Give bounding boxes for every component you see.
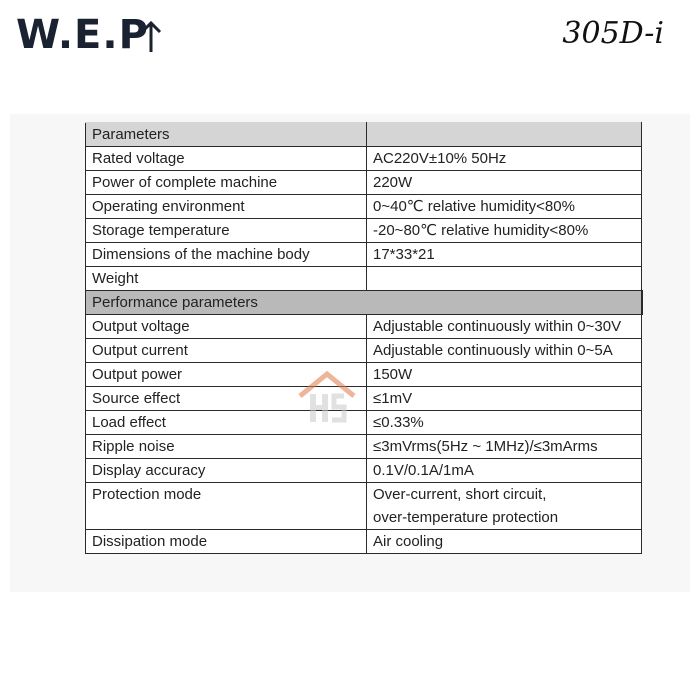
spec-table [85,122,643,554]
row-label: Dimensions of the machine body [86,243,367,267]
row-label: Operating environment [86,195,367,219]
row-label: Ripple noise [86,435,367,459]
brand-name: W.E.P [16,12,149,58]
row-value [367,483,642,530]
table-row [86,435,642,459]
row-value: ≤0.33% [367,411,642,435]
row-value: 17*33*21 [367,243,642,267]
table-row [86,267,642,291]
section-header-parameters: Parameters [86,123,367,147]
brand-logo [16,12,149,58]
table-row [86,530,642,554]
row-label: Source effect [86,387,367,411]
section-header-performance: Performance parameters [86,291,642,315]
table-row [86,483,642,530]
row-value: ≤3mVrms(5Hz ~ 1MHz)/≤3mArms [367,435,642,459]
table-row [86,411,642,435]
table-row [86,315,642,339]
row-value [367,267,642,291]
section-header-row [86,291,642,315]
row-value: 0~40℃ relative humidity<80% [367,195,642,219]
table-row [86,363,642,387]
row-value: Adjustable continuously within 0~30V [367,315,642,339]
row-value: AC220V±10% 50Hz [367,147,642,171]
row-label: Output voltage [86,315,367,339]
table-row [86,387,642,411]
row-label: Power of complete machine [86,171,367,195]
row-label: Display accuracy [86,459,367,483]
row-value: 0.1V/0.1A/1mA [367,459,642,483]
row-value: 220W [367,171,642,195]
table-row [86,195,642,219]
section-header-row [86,123,642,147]
row-value: Air cooling [367,530,642,554]
row-label: Load effect [86,411,367,435]
table-row [86,147,642,171]
house-watermark-icon [296,370,358,426]
table-row [86,243,642,267]
row-value-line: over-temperature protection [373,509,559,526]
row-value: -20~80℃ relative humidity<80% [367,219,642,243]
row-label: Output current [86,339,367,363]
antenna-icon [138,18,164,54]
row-label: Dissipation mode [86,530,367,554]
section-header-filler [367,123,642,147]
row-label: Protection mode [86,483,367,530]
row-value: 150W [367,363,642,387]
row-value: Adjustable continuously within 0~5A [367,339,642,363]
table-row [86,459,642,483]
row-label: Storage temperature [86,219,367,243]
model-number: 305D-i [562,16,664,51]
row-label: Weight [86,267,367,291]
table-row [86,171,642,195]
row-label: Output power [86,363,367,387]
row-label: Rated voltage [86,147,367,171]
table-row [86,219,642,243]
table-row [86,339,642,363]
row-value-line: Over-current, short circuit, [373,486,547,503]
row-value: ≤1mV [367,387,642,411]
